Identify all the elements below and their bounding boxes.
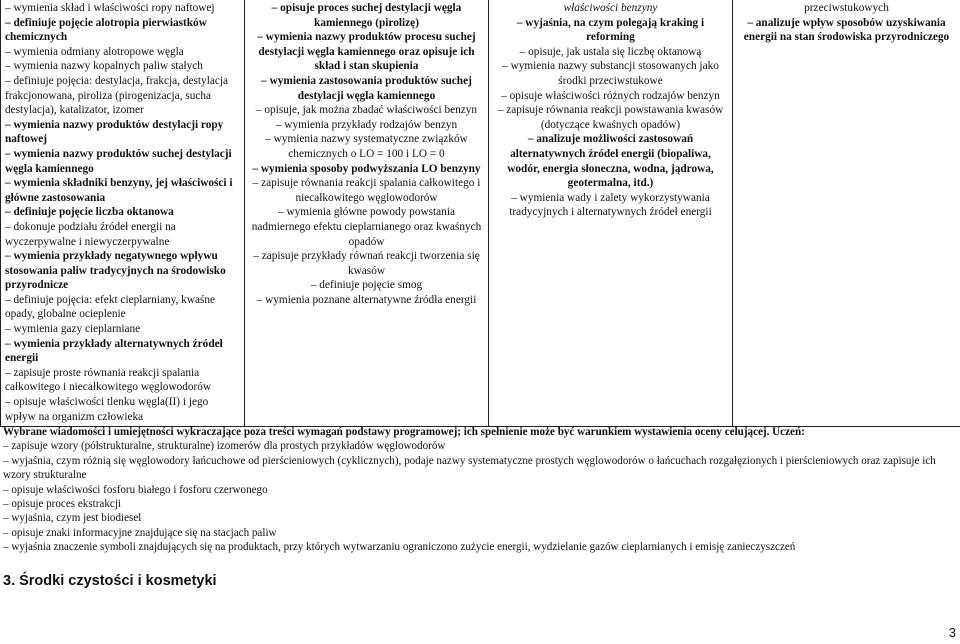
table-column-4 — [733, 0, 960, 427]
list-item: – zapisuje przykłady równań reakcji tworzenia się kwasów — [253, 250, 480, 277]
list-item: – wyjaśnia, czym różnią się węglowodory łańcuchowe od pierścieniowych (cyklicznych), podaje nazwy systematyczne prostych węglowodorów o łańcuchach rozgałęzionych i pierścieniowych oraz zapisuje ich wzory strukturalne — [3, 454, 936, 482]
list-item: – dokonuje podziału źródeł energii na wyczerpywalne i niewyczerpywalne — [5, 220, 176, 248]
section-heading: 3. Środki czystości i kosmetyki — [3, 573, 217, 589]
list-item: – opisuje właściwości fosforu białego i fosforu czerwonego — [3, 483, 268, 496]
list-item: – wymienia nazwy produktów suchej destylacji węgla kamiennego — [5, 147, 232, 175]
list-item: – wymienia poznane alternatywne źródła energii — [256, 293, 477, 306]
list-item: – definiuje pojęcie liczba oktanowa — [5, 206, 174, 219]
list-item: – wyjaśnia znaczenie symboli znajdujących się na produktach, przy których wytwarzaniu ograniczono zużycie energii, wydzielanie gazów cieplarnianych i emisję zanieczyszczeń — [3, 541, 796, 554]
table-column-1 — [1, 0, 245, 427]
list-item: – wymienia przykłady rodzajów benzyn — [275, 118, 458, 131]
list-item: – wymienia wady i zalety wykorzystywania tradycyjnych i alternatywnych źródeł energii — [509, 191, 712, 219]
extended-requirements — [3, 425, 957, 555]
list-item: – definiuje pojęcie alotropia pierwiastków chemicznych — [5, 16, 207, 44]
list-item: – wymienia nazwy kopalnych paliw stałych — [5, 60, 203, 73]
list-item: – opisuje, jak ustala się liczbę oktanową — [519, 45, 702, 58]
table-column-3 — [489, 0, 733, 427]
list-item: – opisuje właściwości tlenku węgla(II) i jego wpływ na organizm człowieka — [5, 396, 209, 423]
list-item: – zapisuje proste równania reakcji spalania całkowitego i niecałkowitego węglowodorów — [5, 366, 212, 394]
page-number: 3 — [948, 625, 956, 640]
list-item: – opisuje proces ekstrakcji — [3, 498, 121, 511]
list-item: – definiuje pojęcie smog — [310, 279, 423, 292]
list-item: – wymienia nazwy produktów procesu suchej destylacji węgla kamiennego oraz opisuje ich skład i stan skupienia — [257, 31, 476, 73]
list-item: – wymienia nazwy systematyczne związków chemicznych o LO = 100 i LO = 0 — [265, 133, 468, 160]
column-4-list — [737, 1, 956, 45]
list-item: – analizuje możliwości zastosowań alternatywnych źródeł energii (biopaliwa, wodór, energia słoneczna, wodna, jądrowa, geotermalna, itd.) — [507, 133, 714, 190]
list-item: – opisuje proces suchej destylacji węgla kamiennego (pirolizę) — [271, 2, 462, 29]
list-item: – wymienia zastosowania produktów suchej destylacji węgla kamiennego — [261, 74, 472, 102]
list-item: – opisuje, jak można zbadać właściwości benzyn — [255, 104, 478, 117]
list-item: – wymienia nazwy produktów destylacji ropy naftowej — [5, 118, 224, 146]
list-item: – wymienia przykłady negatywnego wpływu stosowania paliw tradycyjnych na środowisko przyrodnicze — [5, 250, 226, 292]
column-3-list — [493, 1, 728, 220]
extended-requirements-list — [3, 439, 957, 554]
table-column-2 — [245, 0, 489, 427]
list-item: – wymienia główne powody powstania nadmiernego efektu cieplarnianego oraz kwaśnych opadów — [251, 206, 482, 248]
list-item: – opisuje znaki informacyjne znajdujące się na stacjach paliw — [3, 526, 277, 539]
list-item: – wymienia skład i właściwości ropy naftowej — [5, 2, 215, 14]
list-item: – opisuje właściwości różnych rodzajów benzyn — [501, 89, 720, 102]
list-item: – zapisuje równania reakcji spalania całkowitego i niecałkowitego węglowodorów — [252, 177, 481, 204]
list-item: – wymienia gazy cieplarniane — [5, 323, 141, 336]
list-item: – wymienia odmiany alotropowe węgla — [5, 45, 184, 58]
list-item: – definiuje pojęcia: destylacja, frakcja, destylacja frakcjonowana, piroliza (pirogenizacja, sucha destylacja), katalizator, izomer — [5, 74, 229, 117]
list-item: – zapisuje równania reakcji powstawania kwasów (dotyczące kwaśnych opadów) — [497, 104, 724, 131]
list-item: – zapisuje wzory (półstrukturalne, strukturalne) izomerów dla prostych przykładów węglowodorów — [3, 440, 446, 453]
list-item: właściwości benzyny — [563, 2, 658, 14]
list-item: – wyjaśnia, na czym polegają kraking i reforming — [516, 16, 705, 44]
column-1-list — [5, 1, 240, 424]
list-item: – wymienia składniki benzyny, jej właściwości i główne zastosowania — [5, 177, 233, 204]
list-item: – wymienia przykłady alternatywnych źródeł energii — [5, 337, 223, 365]
list-item: przeciwstukowych — [804, 2, 889, 14]
list-item: – wymienia nazwy substancji stosowanych jako środki przeciwstukowe — [502, 60, 719, 87]
list-item: – analizuje wpływ sposobów uzyskiwania energii na stan środowiska przyrodniczego — [743, 16, 950, 44]
list-item: – wymienia sposoby podwyższania LO benzyny — [252, 162, 481, 175]
column-2-list — [249, 1, 484, 307]
list-item: – definiuje pojęcia: efekt cieplarniany, kwaśne opady, globalne ocieplenie — [5, 293, 216, 321]
list-item: – wyjaśnia, czym jest biodiesel — [3, 512, 142, 525]
extended-requirements-lead: Wybrane wiadomości i umiejętności wykraczające poza treści wymagań podstawy programowej; ich spełnienie może być warunkiem wystawienia oceny celującej. Uczeń: — [3, 426, 805, 438]
